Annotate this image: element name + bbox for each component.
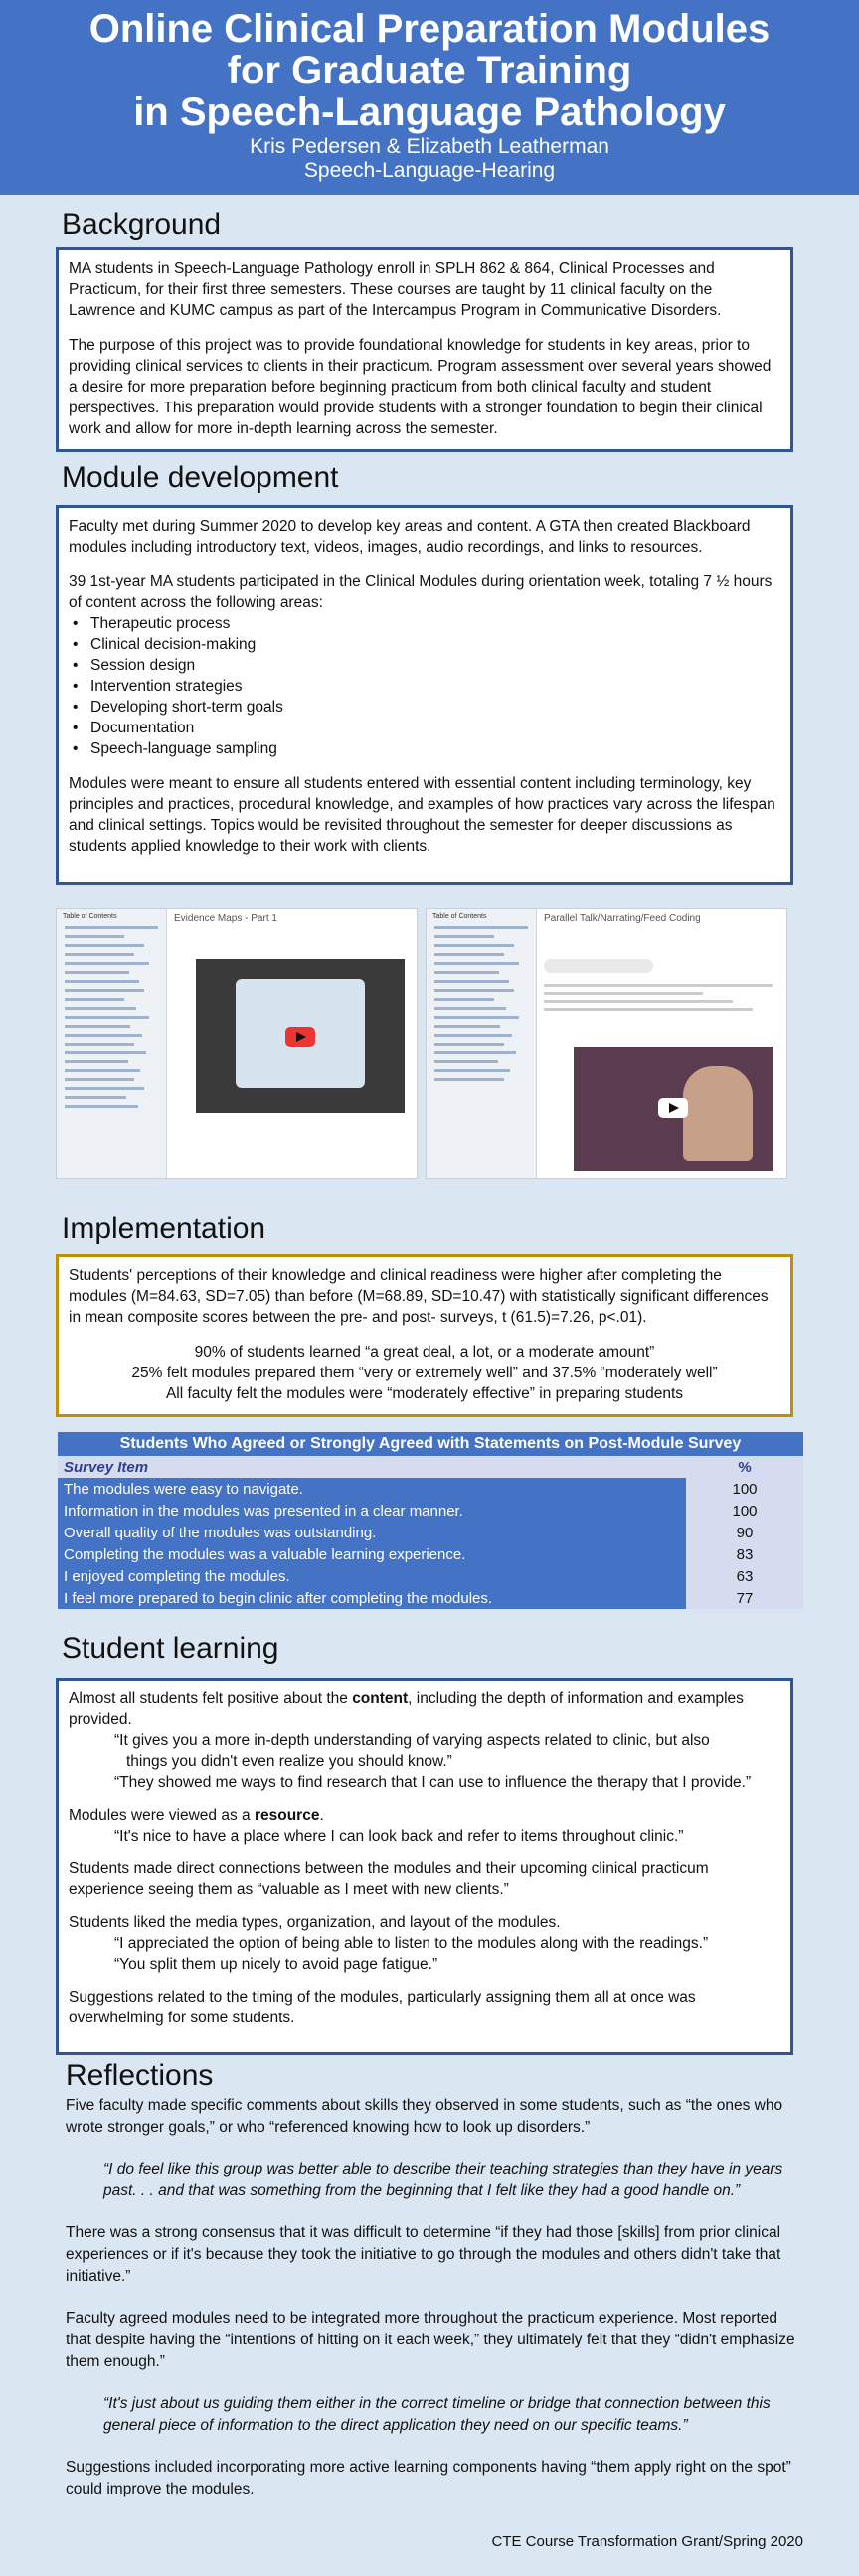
reflections-quote-1: “I do feel like this group was better able to describe their teaching strategies than they have in years past. . . and that was something from the beginning that I felt like they had a good handle on.”: [103, 2161, 783, 2199]
toc-heading: Table of Contents: [432, 913, 487, 920]
screen-title: Parallel Talk/Narrating/Feed Coding: [544, 913, 701, 924]
department: Speech-Language-Hearing: [303, 159, 556, 182]
row-item: Completing the modules was a valuable learning experience.: [58, 1543, 686, 1565]
module-dev-p3: Modules were meant to ensure all students entered with essential content including terminology, key principles and practices, procedural knowledge, and examples of how practices vary across the lifespan and clinical settings. Topics would be revisited throughout the semester for deeper discussions as students applied knowledge to their work with clients.: [69, 775, 775, 855]
video-player[interactable]: [196, 959, 405, 1113]
reflections-p2: There was a strong consensus that it was difficult to determine “if they had those [skills] from prior clinical experiences or if it's because they took the initiative to go through the modules and others didn't take that initiative.”: [66, 2224, 781, 2285]
table-header-row: [58, 1456, 803, 1478]
list-item: • Clinical decision-making: [90, 634, 780, 655]
reflections-body: [66, 2095, 801, 2520]
list-item: • Documentation: [90, 718, 780, 738]
toc-heading: Table of Contents: [63, 913, 117, 920]
learning-p1-b: content: [352, 1690, 409, 1707]
row-pct: 90: [686, 1522, 803, 1543]
col-header-item: Survey Item: [58, 1456, 686, 1478]
learning-p3: Students made direct connections between the modules and their upcoming clinical practicum experience seeing them as “valuable as I meet with new clients.”: [69, 1860, 709, 1898]
list-item: • Developing short-term goals: [90, 697, 780, 718]
background-p1: MA students in Speech-Language Pathology enroll in SPLH 862 & 864, Clinical Processes and Practicum, for their first three semesters. These courses are taught by 11 clinical faculty on the Lawrence and KUMC campus as part of the Intercampus Program in Communicative Disorders.: [69, 260, 722, 319]
text-lines: [544, 979, 773, 1027]
toc-panel: [427, 909, 537, 1178]
list-item: • Session design: [90, 655, 780, 676]
table-row: [58, 1543, 803, 1565]
table-row: [58, 1565, 803, 1587]
background-heading: Background: [62, 208, 222, 241]
col-header-pct: %: [686, 1456, 803, 1478]
implementation-heading: Implementation: [62, 1212, 266, 1245]
module-dev-box: [56, 505, 793, 885]
row-pct: 77: [686, 1587, 803, 1609]
table-row: [58, 1522, 803, 1543]
table-row: [58, 1587, 803, 1609]
quote-3: “It's nice to have a place where I can look back and refer to items throughout clinic.”: [114, 1828, 684, 1845]
learning-p2-c: .: [319, 1807, 324, 1824]
toc-panel: [57, 909, 167, 1178]
play-icon[interactable]: [285, 1027, 315, 1046]
title-line-2: for Graduate Training: [227, 49, 632, 92]
table-row: [58, 1478, 803, 1500]
implementation-p1: Students' perceptions of their knowledge and clinical readiness were higher after completing the modules (M=84.63, SD=7.05) than before (M=68.89, SD=10.47) with statistically significant differences in mean composite scores between the pre- and post- surveys, t (61.5)=7.26, p<.01).: [69, 1267, 769, 1326]
finding-3: All faculty felt the modules were “moderately effective” in preparing students: [165, 1385, 684, 1402]
row-item: Overall quality of the modules was outstanding.: [58, 1522, 686, 1543]
finding-1: 90% of students learned “a great deal, a lot, or a moderate amount”: [194, 1344, 655, 1361]
table-caption: Students Who Agreed or Strongly Agreed with Statements on Post-Module Survey: [58, 1432, 803, 1456]
footer-credit: CTE Course Transformation Grant/Spring 2020: [491, 2533, 803, 2550]
row-item: I feel more prepared to begin clinic after completing the modules.: [58, 1587, 686, 1609]
learning-p1-a: Almost all students felt positive about the: [69, 1690, 353, 1707]
quote-5: “You split them up nicely to avoid page fatigue.”: [114, 1956, 438, 1973]
module-dev-p1: Faculty met during Summer 2020 to develop key areas and content. A GTA then created Blackboard modules including introductory text, videos, images, audio recordings, and links to resources.: [69, 518, 751, 556]
row-pct: 100: [686, 1478, 803, 1500]
list-item: • Intervention strategies: [90, 676, 780, 697]
reflections-heading: Reflections: [66, 2059, 214, 2092]
row-item: I enjoyed completing the modules.: [58, 1565, 686, 1587]
screen-title: Evidence Maps - Part 1: [174, 913, 277, 924]
table-row: [58, 1500, 803, 1522]
learning-p4: Students liked the media types, organization, and layout of the modules.: [69, 1914, 561, 1931]
quote-1a: “It gives you a more in-depth understanding of varying aspects related to clinic, but also: [114, 1732, 710, 1749]
list-item: • Speech-language sampling: [90, 738, 780, 759]
quote-1b: things you didn't even realize you should know.”: [126, 1753, 452, 1770]
module-dev-heading: Module development: [62, 461, 339, 494]
row-item: The modules were easy to navigate.: [58, 1478, 686, 1500]
module-dev-p2-text: 39 1st-year MA students participated in the Clinical Modules during orientation week, totaling 7 ½ hours of content across the following areas:: [69, 573, 773, 611]
implementation-findings: [69, 1342, 780, 1404]
student-learning-heading: Student learning: [62, 1632, 279, 1665]
module-screenshots: [56, 908, 801, 1179]
content-areas-list: [69, 613, 780, 759]
reflections-quote-2: “It's just about us guiding them either in the correct timeline or bridge that connection between this general piece of information to the direct application they need on our specific teams.”: [103, 2395, 771, 2434]
implementation-box: [56, 1254, 793, 1417]
title-line-1: Online Clinical Preparation Modules: [88, 7, 771, 51]
survey-table: [58, 1432, 803, 1609]
row-pct: 83: [686, 1543, 803, 1565]
row-pct: 100: [686, 1500, 803, 1522]
quote-4: “I appreciated the option of being able to listen to the modules along with the readings.”: [114, 1935, 709, 1952]
finding-2: 25% felt modules prepared them “very or extremely well” and 37.5% “moderately well”: [131, 1365, 718, 1381]
student-learning-box: [56, 1678, 793, 2055]
poster-header: [0, 0, 859, 195]
learning-p1-c: , including the depth of information and examples provided.: [69, 1690, 744, 1728]
reflections-p3: Faculty agreed modules need to be integrated more throughout the practicum experience. Most reported that despite having the “intentions of hitting on it each week,” they ultimately felt that they “didn't emphasize them enough.”: [66, 2310, 795, 2370]
authors: Kris Pedersen & Elizabeth Leatherman: [250, 135, 609, 158]
learning-p2-a: Modules were viewed as a: [69, 1807, 255, 1824]
module-dev-p2: [69, 571, 780, 613]
background-box: [56, 247, 793, 452]
learning-p2-b: resource: [254, 1807, 320, 1824]
list-item: • Therapeutic process: [90, 613, 780, 634]
learning-p2: [69, 1805, 780, 1826]
reflections-p4: Suggestions included incorporating more active learning components having “them apply right on the spot” could improve the modules.: [66, 2459, 791, 2497]
video-player[interactable]: [574, 1046, 773, 1171]
row-item: Information in the modules was presented in a clear manner.: [58, 1500, 686, 1522]
poster-title: [0, 0, 859, 133]
learning-p1: [69, 1689, 780, 1730]
audio-player[interactable]: [544, 959, 653, 973]
play-icon[interactable]: [658, 1098, 688, 1118]
screenshot-parallel-talk: [426, 908, 787, 1179]
reflections-p1: Five faculty made specific comments about skills they observed in some students, such as “the ones who wrote stronger goals,” or who “referenced knowing how to look up disorders.”: [66, 2097, 783, 2136]
quote-2: “They showed me ways to find research that I can use to influence the therapy that I provide.”: [114, 1774, 752, 1791]
row-pct: 63: [686, 1565, 803, 1587]
learning-p5: Suggestions related to the timing of the modules, particularly assigning them all at once was overwhelming for some students.: [69, 1989, 696, 2026]
title-line-3: in Speech-Language Pathology: [133, 90, 726, 134]
screenshot-evidence-maps: [56, 908, 418, 1179]
background-p2: The purpose of this project was to provide foundational knowledge for students in key areas, prior to providing clinical services to clients in their practicum. Program assessment over several years showed a desire for more preparation before beginning practicum from both clinical faculty and student perspectives. This preparation would provide students with a stronger foundation to begin their clinical work and allow for more in-depth learning across the semester.: [69, 337, 772, 437]
